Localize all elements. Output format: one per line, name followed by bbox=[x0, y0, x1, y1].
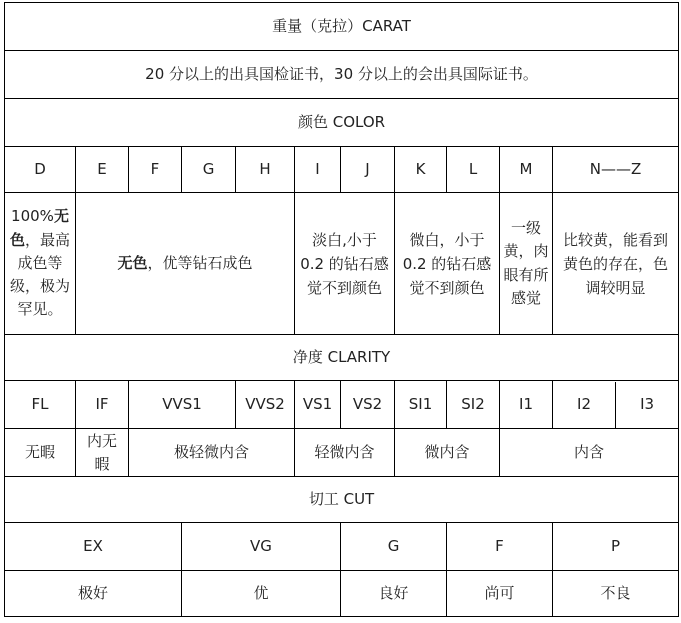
cut-grade-vg: VG bbox=[182, 523, 341, 571]
clarity-desc-vvs: 极轻微内含 bbox=[129, 429, 295, 477]
color-grade-f: F bbox=[129, 147, 182, 193]
color-desc-d: 100%无色，最高成色等级，极为罕见。 bbox=[5, 193, 76, 335]
clarity-grade-vvs2: VVS2 bbox=[236, 381, 295, 429]
clarity-grade-vs1: VS1 bbox=[295, 381, 341, 429]
color-desc-ij: 淡白,小于 0.2 的钻石感觉不到颜色 bbox=[295, 193, 395, 335]
clarity-desc-fl: 无暇 bbox=[5, 429, 76, 477]
color-desc-kl: 微白，小于 0.2 的钻石感觉不到颜色 bbox=[395, 193, 500, 335]
carat-note: 20 分以上的出具国检证书，30 分以上的会出具国际证书。 bbox=[5, 51, 679, 99]
cut-desc-f: 尚可 bbox=[447, 571, 553, 617]
clarity-grade-i2-i3 bbox=[553, 381, 679, 429]
color-grade-d: D bbox=[5, 147, 76, 193]
cut-desc-vg: 优 bbox=[182, 571, 341, 617]
color-desc-nz: 比较黄，能看到黄色的存在，色调较明显 bbox=[553, 193, 679, 335]
color-grade-i: I bbox=[295, 147, 341, 193]
cut-grade-g: G bbox=[341, 523, 447, 571]
cut-grade-f: F bbox=[447, 523, 553, 571]
color-title: 颜色 COLOR bbox=[5, 99, 679, 147]
diamond-grading-table bbox=[4, 2, 679, 617]
color-grade-g: G bbox=[182, 147, 236, 193]
color-grade-l: L bbox=[447, 147, 500, 193]
clarity-grade-fl: FL bbox=[5, 381, 76, 429]
clarity-desc-vs: 轻微内含 bbox=[295, 429, 395, 477]
clarity-grade-i1: I1 bbox=[500, 381, 553, 429]
color-grade-j: J bbox=[341, 147, 395, 193]
clarity-grade-vs2: VS2 bbox=[341, 381, 395, 429]
clarity-desc-si: 微内含 bbox=[395, 429, 500, 477]
color-grade-k: K bbox=[395, 147, 447, 193]
color-desc-m: 一级黄，肉眼有所感觉 bbox=[500, 193, 553, 335]
clarity-grade-i3: I3 bbox=[640, 394, 655, 413]
clarity-grade-if: IF bbox=[76, 381, 129, 429]
clarity-desc-i: 内含 bbox=[500, 429, 679, 477]
cut-title: 切工 CUT bbox=[5, 477, 679, 523]
clarity-grade-si1: SI1 bbox=[395, 381, 447, 429]
clarity-grade-i2: I2 bbox=[553, 382, 616, 428]
cut-desc-ex: 极好 bbox=[5, 571, 182, 617]
color-grade-e: E bbox=[76, 147, 129, 193]
color-grade-nz: N——Z bbox=[553, 147, 679, 193]
carat-title: 重量（克拉）CARAT bbox=[5, 3, 679, 51]
color-grade-m: M bbox=[500, 147, 553, 193]
clarity-desc-if: 内无暇 bbox=[76, 429, 129, 477]
color-grade-h: H bbox=[236, 147, 295, 193]
cut-desc-p: 不良 bbox=[553, 571, 679, 617]
color-desc-eh: 无色，优等钻石成色 bbox=[76, 193, 295, 335]
cut-desc-g: 良好 bbox=[341, 571, 447, 617]
clarity-grade-vvs1: VVS1 bbox=[129, 381, 236, 429]
cut-grade-p: P bbox=[553, 523, 679, 571]
clarity-title: 净度 CLARITY bbox=[5, 335, 679, 381]
cut-grade-ex: EX bbox=[5, 523, 182, 571]
clarity-grade-si2: SI2 bbox=[447, 381, 500, 429]
